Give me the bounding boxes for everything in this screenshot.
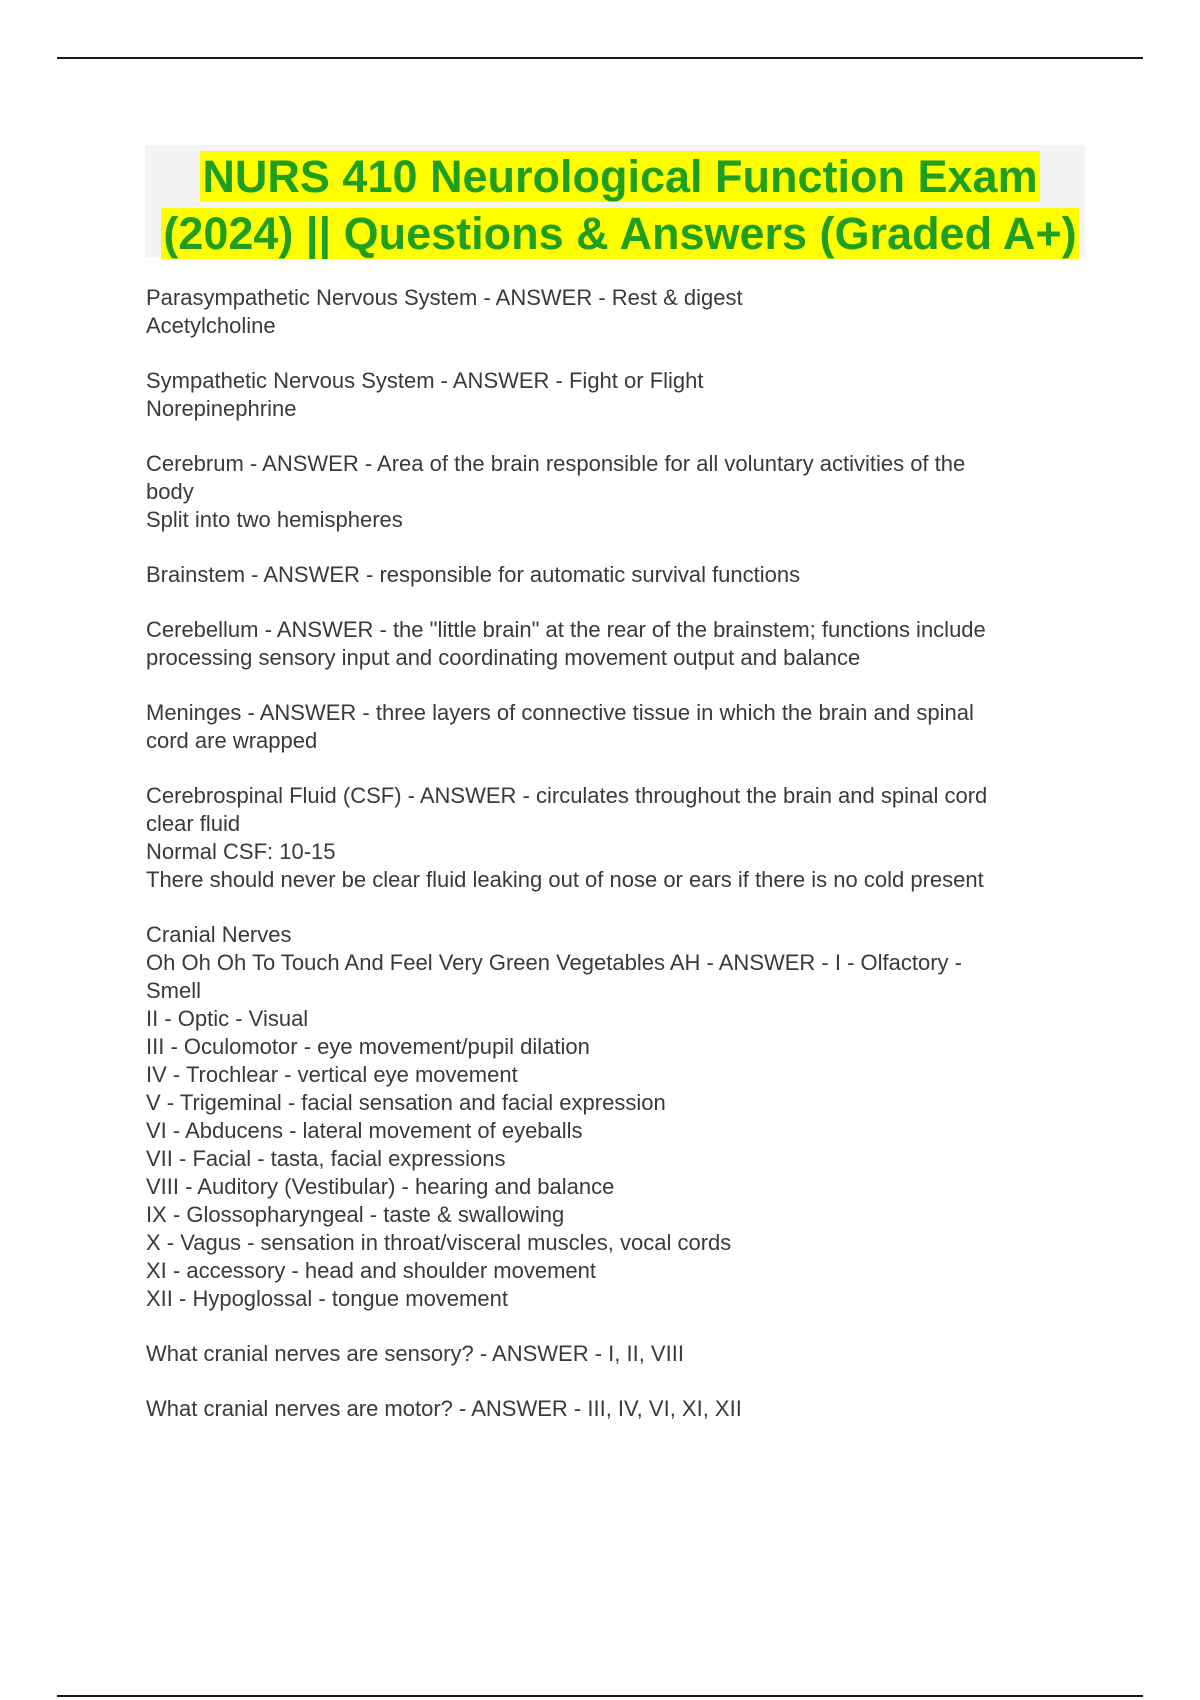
qa-entry [146,561,1106,589]
qa-entry-line: There should never be clear fluid leaking out of nose or ears if there is no cold present [146,867,984,892]
qa-entry [146,699,1106,755]
title-line-1: NURS 410 Neurological Function Exam [202,151,1038,202]
qa-entry-line: cord are wrapped [146,728,318,753]
qa-entry [146,367,1106,423]
qa-entry-line: IX - Glossopharyngeal - taste & swallowing [146,1202,565,1227]
qa-entry-line: Cranial Nerves [146,922,292,947]
qa-entry-line: XI - accessory - head and shoulder movement [146,1258,597,1283]
qa-entry [146,921,1106,1313]
qa-entry [146,1395,1106,1423]
qa-entry-line: VII - Facial - tasta, facial expressions [146,1146,506,1171]
qa-entry-line: IV - Trochlear - vertical eye movement [146,1062,518,1087]
qa-entry-line: Parasympathetic Nervous System - ANSWER - Rest & digest [146,285,743,310]
qa-content [146,284,1106,1450]
qa-entry-line: VI - Abducens - lateral movement of eyeballs [146,1118,583,1143]
qa-entry-line: clear fluid [146,811,241,836]
qa-entry-line: Sympathetic Nervous System - ANSWER - Fight or Flight [146,368,704,393]
qa-entry-line: body [146,479,194,504]
qa-entry-line: Cerebrum - ANSWER - Area of the brain responsible for all voluntary activities of the [146,451,966,476]
top-divider [57,57,1143,59]
document-title [155,148,1085,262]
qa-entry-line: What cranial nerves are motor? - ANSWER - III, IV, VI, XI, XII [146,1396,742,1421]
qa-entry-line: Cerebellum - ANSWER - the "little brain" at the rear of the brainstem; functions include [146,617,986,642]
qa-entry-line: II - Optic - Visual [146,1006,309,1031]
qa-entry-line: Norepinephrine [146,396,297,421]
qa-entry-line: VIII - Auditory (Vestibular) - hearing and balance [146,1174,615,1199]
qa-entry-line: Oh Oh Oh To Touch And Feel Very Green Vegetables AH - ANSWER - I - Olfactory - [146,950,962,975]
qa-entry-line: III - Oculomotor - eye movement/pupil dilation [146,1034,590,1059]
qa-entry-line: X - Vagus - sensation in throat/visceral muscles, vocal cords [146,1230,732,1255]
qa-entry [146,284,1106,340]
qa-entry-line: Normal CSF: 10-15 [146,839,336,864]
qa-entry-line: Acetylcholine [146,313,276,338]
qa-entry-line: Brainstem - ANSWER - responsible for automatic survival functions [146,562,801,587]
title-line-2: (2024) || Questions & Answers (Graded A+) [163,208,1077,259]
qa-entry [146,1340,1106,1368]
qa-entry-line: V - Trigeminal - facial sensation and facial expression [146,1090,666,1115]
qa-entry-line: Cerebrospinal Fluid (CSF) - ANSWER - circulates throughout the brain and spinal cord [146,783,988,808]
bottom-divider [57,1695,1143,1697]
qa-entry-line: Meninges - ANSWER - three layers of connective tissue in which the brain and spinal [146,700,974,725]
qa-entry-line: Split into two hemispheres [146,507,403,532]
qa-entry [146,782,1106,894]
qa-entry-line: What cranial nerves are sensory? - ANSWER - I, II, VIII [146,1341,684,1366]
qa-entry-line: Smell [146,978,202,1003]
qa-entry-line: processing sensory input and coordinating movement output and balance [146,645,861,670]
qa-entry [146,616,1106,672]
qa-entry [146,450,1106,534]
qa-entry-line: XII - Hypoglossal - tongue movement [146,1286,508,1311]
